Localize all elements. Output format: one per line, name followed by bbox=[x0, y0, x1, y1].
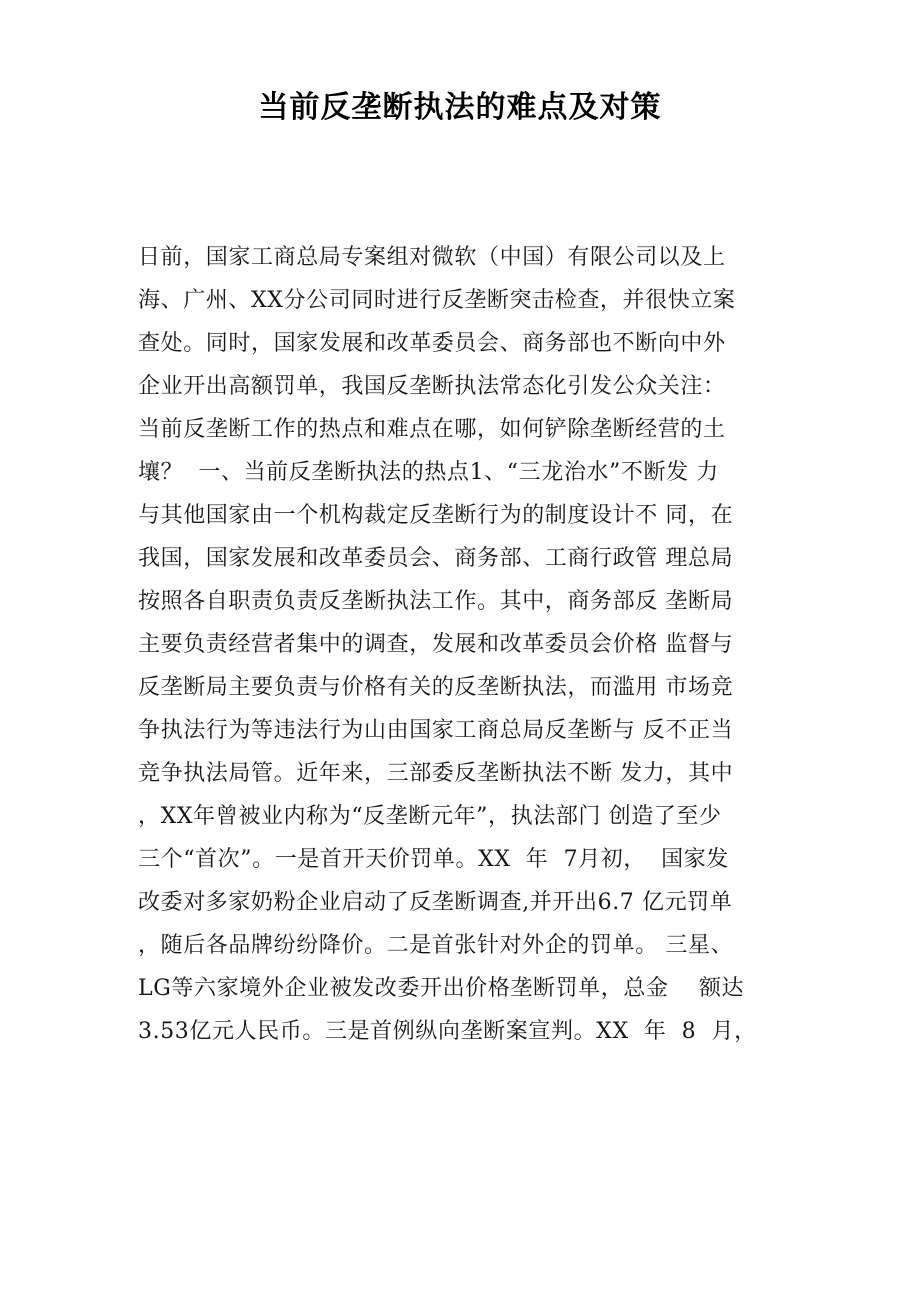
body-line: 争执法行为等违法行为山由国家工商总局反垄断与 反不正当 bbox=[138, 718, 734, 743]
body-line: 改委对多家奶粉企业启动了反垄断调查,并开出6.7 亿元罚单 bbox=[138, 890, 733, 915]
document-body bbox=[138, 236, 798, 1053]
body-line: 三个“首次”。一是首开天价罚单。XX 年 7月初， 国家发 bbox=[138, 847, 729, 872]
body-line: 海、广州、XX分公司同时进行反垄断突击检查，并很快立案 bbox=[138, 288, 736, 313]
body-line: 企业开出高额罚单，我国反垄断执法常态化引发公众关注： bbox=[138, 374, 726, 399]
body-line: ，随后各品牌纷纷降价。二是首张针对外企的罚单。 三星、 bbox=[138, 933, 734, 958]
body-line: 我国，国家发展和改革委员会、商务部、工商行政管 理总局 bbox=[138, 546, 734, 571]
body-line: ，XX年曾被业内称为“反垄断元年”，执法部门 创造了至少 bbox=[138, 804, 722, 829]
body-line: 3.53亿元人民币。三是首例纵向垄断案宣判。XX 年 8 月， bbox=[138, 1019, 757, 1044]
body-line: 当前反垄断工作的热点和难点在哪，如何铲除垄断经营的土 bbox=[138, 417, 726, 442]
body-line: 日前，国家工商总局专案组对微软（中国）有限公司以及上 bbox=[138, 245, 726, 270]
document-title: 当前反垄断执法的难点及对策 bbox=[258, 90, 662, 125]
body-line: LG等六家境外企业被发改委开出价格垄断罚单，总金 额达 bbox=[138, 976, 745, 1001]
body-line: 壤？ 一、当前反垄断执法的热点1、“三龙治水”不断发 力 bbox=[138, 460, 719, 485]
body-line: 与其他国家由一个机构裁定反垄断行为的制度设计不 同，在 bbox=[138, 503, 734, 528]
body-line: 反垄断局主要负责与价格有关的反垄断执法，而滥用 市场竞 bbox=[138, 675, 734, 700]
body-line: 按照各自职责负责反垄断执法工作。其中，商务部反 垄断局 bbox=[138, 589, 734, 614]
body-line: 主要负责经营者集中的调查，发展和改革委员会价格 监督与 bbox=[138, 632, 734, 657]
body-line: 竞争执法局管。近年来，三部委反垄断执法不断 发力，其中 bbox=[138, 761, 734, 786]
body-line: 查处。同时，国家发展和改革委员会、商务部也不断向中外 bbox=[138, 331, 726, 356]
